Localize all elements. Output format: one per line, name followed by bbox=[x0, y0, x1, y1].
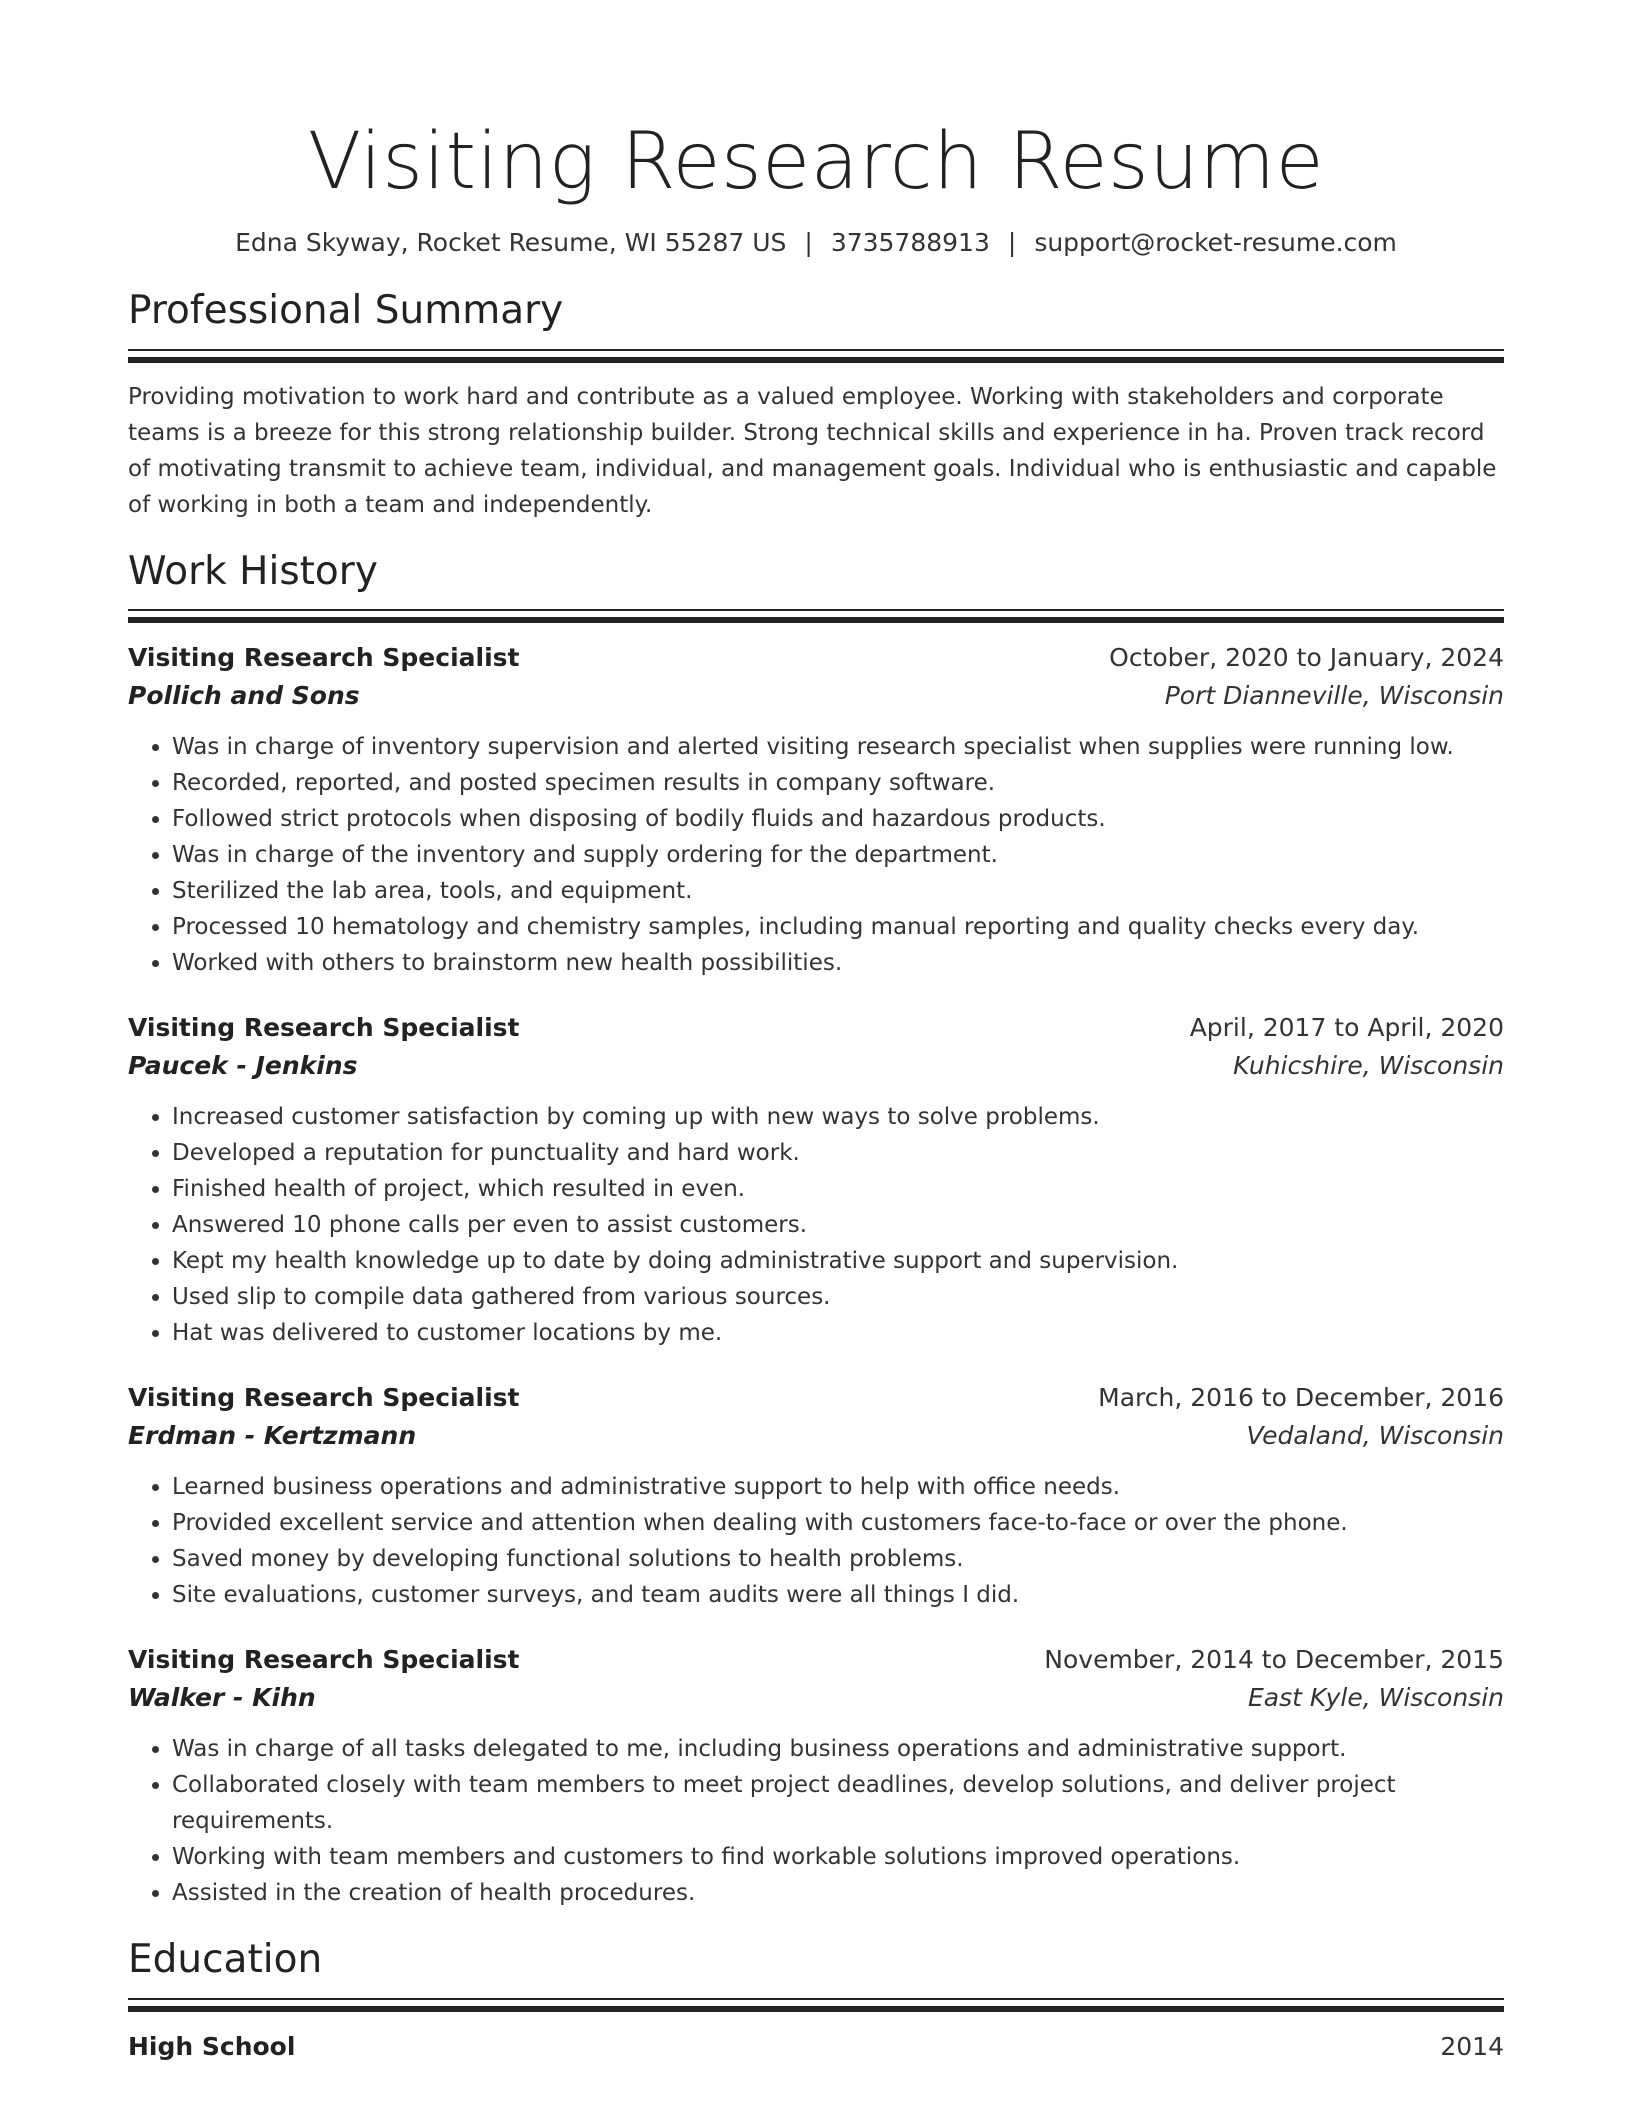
job-entry bbox=[128, 639, 1504, 981]
job-bullet: • Was in charge of the inventory and supply ordering for the department. bbox=[172, 837, 1504, 873]
education-row bbox=[128, 2028, 1504, 2066]
resume-title: Visiting Research Resume bbox=[307, 117, 1325, 207]
summary-heading: Professional Summary bbox=[128, 287, 564, 333]
contact-separator: | bbox=[804, 227, 813, 257]
job-dates: October, 2020 to January, 2024 bbox=[1109, 643, 1504, 673]
job-title: Visiting Research Specialist bbox=[128, 1013, 520, 1043]
contact-separator: | bbox=[1007, 227, 1017, 257]
job-company: Walker - Kihn bbox=[128, 1683, 316, 1713]
contact-line bbox=[128, 228, 1504, 258]
job-header-row bbox=[128, 1009, 1504, 1047]
education-year: 2014 bbox=[1440, 2032, 1504, 2062]
contact-email: support@rocket-resume.com bbox=[1034, 227, 1397, 257]
job-bullets bbox=[128, 1469, 1504, 1613]
job-bullet: • Recorded, reported, and posted specimen results in company software. bbox=[172, 765, 1504, 801]
job-header-row bbox=[128, 639, 1504, 677]
job-location: East Kyle, Wisconsin bbox=[1247, 1683, 1504, 1713]
job-title: Visiting Research Specialist bbox=[128, 643, 520, 673]
job-company-row bbox=[128, 1679, 1504, 1717]
education-section bbox=[128, 1937, 1504, 2066]
job-dates: November, 2014 to December, 2015 bbox=[1044, 1645, 1504, 1675]
job-bullet: • Increased customer satisfaction by coming up with new ways to solve problems. bbox=[172, 1099, 1504, 1135]
job-bullet: • Provided excellent service and attention when dealing with customers face-to-face or over the phone. bbox=[172, 1505, 1504, 1541]
job-company: Pollich and Sons bbox=[128, 681, 360, 711]
job-entry bbox=[128, 1641, 1504, 1911]
job-entry bbox=[128, 1379, 1504, 1613]
job-bullet: • Kept my health knowledge up to date by doing administrative support and supervision. bbox=[172, 1243, 1504, 1279]
job-title: Visiting Research Specialist bbox=[128, 1383, 520, 1413]
job-bullet: • Developed a reputation for punctuality and hard work. bbox=[172, 1135, 1504, 1171]
job-bullet: • Processed 10 hematology and chemistry samples, including manual reporting and quality checks every day. bbox=[172, 909, 1504, 945]
education-heading: Education bbox=[128, 1937, 323, 1983]
contact-address: Edna Skyway, Rocket Resume, WI 55287 US bbox=[235, 227, 787, 257]
job-location: Vedaland, Wisconsin bbox=[1246, 1421, 1504, 1451]
work-history-heading: Work History bbox=[128, 548, 378, 594]
job-bullet: • Hat was delivered to customer locations by me. bbox=[172, 1315, 1504, 1351]
job-company: Erdman - Kertzmann bbox=[128, 1421, 417, 1451]
job-company: Paucek - Jenkins bbox=[128, 1051, 358, 1081]
section-divider bbox=[128, 609, 1504, 623]
job-location: Port Dianneville, Wisconsin bbox=[1164, 681, 1504, 711]
job-company-row bbox=[128, 1047, 1504, 1085]
section-divider bbox=[128, 1998, 1504, 2012]
job-bullet: • Sterilized the lab area, tools, and equipment. bbox=[172, 873, 1504, 909]
job-company-row bbox=[128, 677, 1504, 715]
resume-page bbox=[128, 0, 1504, 2066]
job-bullet: • Learned business operations and administrative support to help with office needs. bbox=[172, 1469, 1504, 1505]
summary-section bbox=[128, 288, 1504, 523]
summary-text: Providing motivation to work hard and contribute as a valued employee. Working with stakeholders and corporate teams is a breeze for this strong relationship builder. Strong technical skills and experience in ha. Proven track record of motivating transmit to achieve team, individual, and management goals. Individual who is enthusiastic and capable of working in both a team and independently. bbox=[128, 383, 1497, 518]
job-bullet: • Answered 10 phone calls per even to assist customers. bbox=[172, 1207, 1504, 1243]
job-bullet: • Was in charge of inventory supervision and alerted visiting research specialist when supplies were running low. bbox=[172, 729, 1504, 765]
job-dates: April, 2017 to April, 2020 bbox=[1189, 1013, 1504, 1043]
job-bullet: • Finished health of project, which resulted in even. bbox=[172, 1171, 1504, 1207]
job-bullets bbox=[128, 1099, 1504, 1351]
education-degree: High School bbox=[128, 2032, 296, 2062]
job-bullet: • Working with team members and customers to find workable solutions improved operations. bbox=[172, 1839, 1504, 1875]
contact-phone: 3735788913 bbox=[830, 227, 990, 257]
job-bullet: • Was in charge of all tasks delegated to me, including business operations and administrative support. bbox=[172, 1731, 1504, 1767]
job-header-row bbox=[128, 1379, 1504, 1417]
job-dates: March, 2016 to December, 2016 bbox=[1098, 1383, 1504, 1413]
job-company-row bbox=[128, 1417, 1504, 1455]
job-location: Kuhicshire, Wisconsin bbox=[1233, 1051, 1504, 1081]
job-entry bbox=[128, 1009, 1504, 1351]
work-history-section bbox=[128, 549, 1504, 1912]
job-bullet: • Saved money by developing functional solutions to health problems. bbox=[172, 1541, 1504, 1577]
job-bullets bbox=[128, 1731, 1504, 1911]
job-bullet: • Collaborated closely with team members to meet project deadlines, develop solutions, and deliver project requirements. bbox=[172, 1767, 1504, 1839]
job-header-row bbox=[128, 1641, 1504, 1679]
job-bullet: • Followed strict protocols when disposing of bodily fluids and hazardous products. bbox=[172, 801, 1504, 837]
job-bullets bbox=[128, 729, 1504, 981]
job-bullet: • Assisted in the creation of health procedures. bbox=[172, 1875, 1504, 1911]
section-divider bbox=[128, 349, 1504, 363]
job-bullet: • Worked with others to brainstorm new health possibilities. bbox=[172, 945, 1504, 981]
job-title: Visiting Research Specialist bbox=[128, 1645, 520, 1675]
job-bullet: • Site evaluations, customer surveys, and team audits were all things I did. bbox=[172, 1577, 1504, 1613]
job-bullet: • Used slip to compile data gathered from various sources. bbox=[172, 1279, 1504, 1315]
